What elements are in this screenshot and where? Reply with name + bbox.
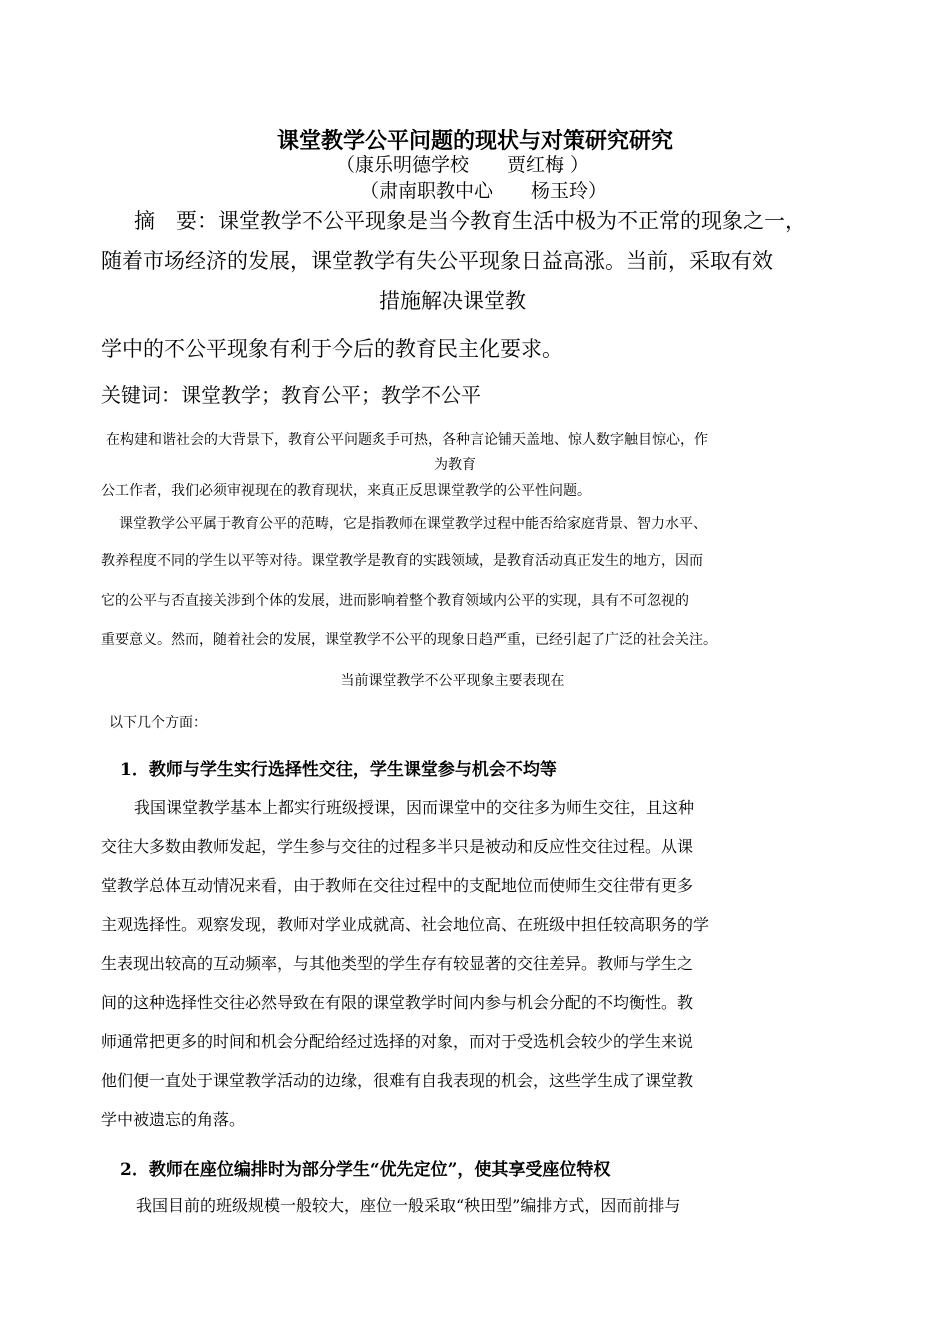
center-line: 当前课堂教学不公平现象主要表现在 bbox=[340, 673, 565, 689]
section-2-heading: 2．教师在座位编排时为部分学生“优先定位”，使其享受座位特权 bbox=[120, 1160, 611, 1180]
section-1-line-4: 主观选择性。观察发现，教师对学业成就高、社会地位高、在班级中担任较高职务的学 bbox=[101, 915, 710, 934]
intro-line-3: 公工作者，我们必须审视现在的教育现状，来真正反思课堂教学的公平性问题。 bbox=[101, 483, 591, 499]
abstract-line-2: 随着市场经济的发展，课堂教学有失公平现象日益高涨。当前，采取有效 bbox=[101, 249, 773, 273]
section-1-line-3: 堂教学总体互动情况来看，由于教师在交往过程中的支配地位而使师生交往带有更多 bbox=[101, 876, 694, 895]
section-1-line-7: 师通常把更多的时间和机会分配给经过选择的对象，而对于受选机会较少的学生来说 bbox=[101, 1032, 694, 1051]
para1-line-4: 重要意义。然而，随着社会的发展，课堂教学不公平的现象日趋严重，已经引起了广泛的社会关注。 bbox=[101, 632, 717, 648]
abstract-line-1: 摘 要：课堂教学不公平现象是当今教育生活中极为不正常的现象之一， bbox=[134, 209, 806, 233]
author-line-1: （康乐明德学校 贾红梅 ） bbox=[336, 154, 590, 176]
intro-line-2: 为教育 bbox=[434, 457, 476, 473]
section-1-line-8: 他们便一直处于课堂教学活动的边缘，很难有自我表现的机会，这些学生成了课堂教 bbox=[101, 1071, 694, 1090]
section-1-line-6: 间的这种选择性交往必然导致在有限的课堂教学时间内参与机会分配的不均衡性。教 bbox=[101, 993, 694, 1012]
aspects-line: 以下几个方面： bbox=[109, 715, 207, 731]
section-1-line-5: 生表现出较高的互动频率，与其他类型的学生存有较显著的交往差异。教师与学生之 bbox=[101, 954, 694, 973]
para1-line-1: 课堂教学公平属于教育公平的范畴，它是指教师在课堂教学过程中能否给家庭背景、智力水平、 bbox=[119, 516, 707, 532]
section-2-line-1: 我国目前的班级规模一般较大，座位一般采取“秧田型”编排方式，因而前排与 bbox=[136, 1196, 681, 1215]
abstract-line-3: 措施解决课堂教 bbox=[379, 289, 526, 313]
abstract-line-4: 学中的不公平现象有利于今后的教育民主化要求。 bbox=[101, 337, 563, 361]
section-1-line-9: 学中被遗忘的角落。 bbox=[101, 1110, 246, 1129]
section-1-line-1: 我国课堂教学基本上都实行班级授课，因而课堂中的交往多为师生交往，且这种 bbox=[134, 798, 695, 817]
para1-line-3: 它的公平与否直接关涉到个体的发展，进而影响着整个教育领域内公平的实现，具有不可忽视的 bbox=[101, 593, 689, 609]
para1-line-2: 教养程度不同的学生以平等对待。课堂教学是教育的实践领域，是教育活动真正发生的地方，因而 bbox=[101, 553, 703, 569]
section-1-line-2: 交往大多数由教师发起，学生参与交往的过程多半只是被动和反应性交往过程。从课 bbox=[101, 837, 694, 856]
intro-line-1: 在构建和谐社会的大背景下，教育公平问题炙手可热，各种言论铺天盖地、惊人数字触目惊心，作 bbox=[106, 432, 708, 448]
document-title: 课堂教学公平问题的现状与对策研究研究 bbox=[276, 128, 673, 154]
keywords: 关键词：课堂教学；教育公平；教学不公平 bbox=[101, 383, 481, 407]
section-1-heading: 1．教师与学生实行选择性交往，学生课堂参与机会不均等 bbox=[120, 760, 557, 780]
author-line-2: （肃南职教中心 杨玉玲） bbox=[360, 180, 608, 202]
